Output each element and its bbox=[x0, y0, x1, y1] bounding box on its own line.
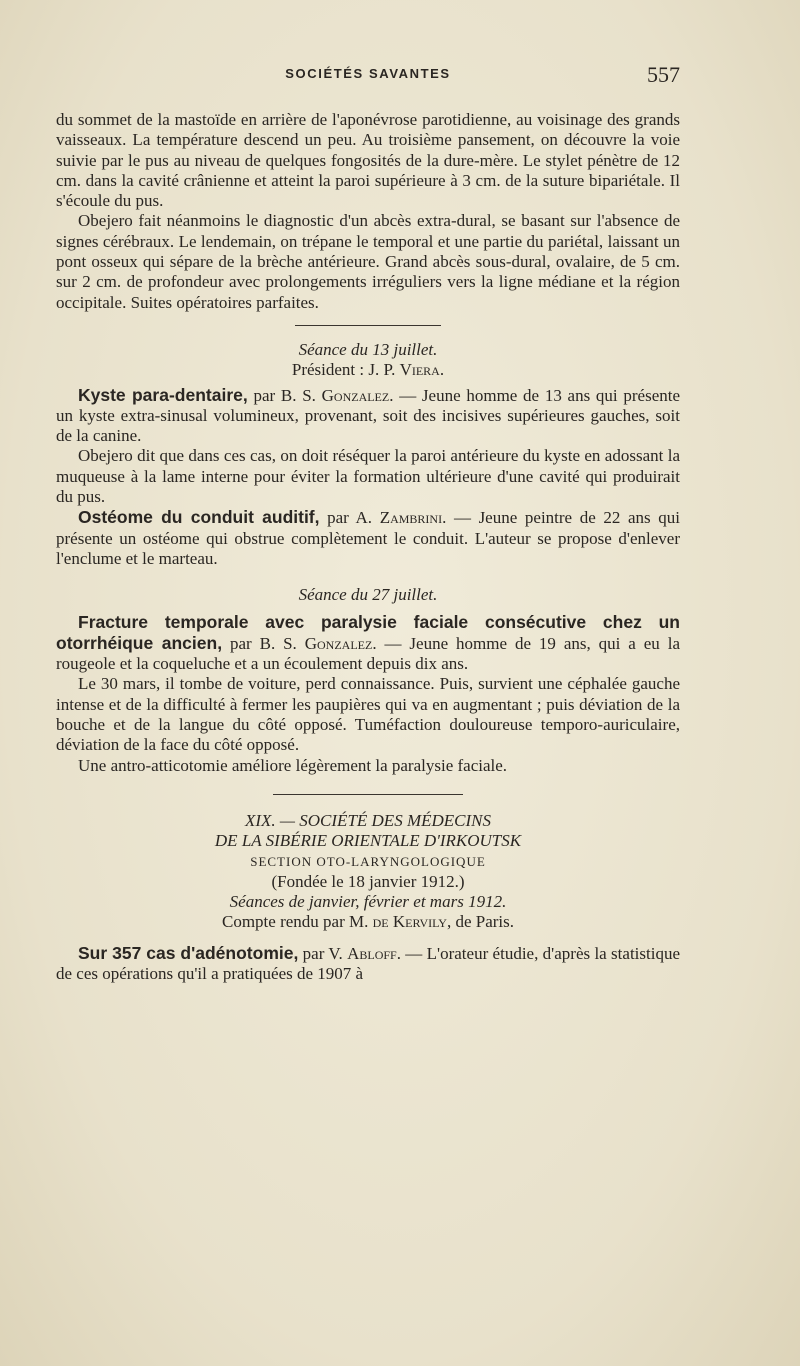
section-title-line2: DE LA SIBÉRIE ORIENTALE D'IRKOUTSK bbox=[214, 831, 522, 851]
article-text: — L'orateur étudie, d'après la statistique de ces opérations qu'il a pratiquées de 1907 à bbox=[56, 943, 680, 983]
seance-heading-27-juillet: Séance du 27 juillet. bbox=[298, 585, 438, 605]
paragraph-antro-atticotomie: Une antro-atticotomie améliore légèrement la paralysie faciale. bbox=[78, 755, 508, 775]
article-text: — Jeune peintre de 22 ans qui présente un ostéome qui obstrue complètement le conduit. L'auteur se propose d'enlever l'enclume et le marteau. bbox=[56, 508, 681, 568]
article-by: par A. bbox=[319, 508, 380, 528]
president-line bbox=[56, 360, 680, 380]
paragraph-continuation: du sommet de la mastoïde en arrière de l'aponévrose parotidienne, au voisinage des grands vaisseaux. La température descend un peu. Au troisième pansement, on découvre la voie suivie par le pus au niveau de quelques fongosités de la dure-mère. Le stylet pénètre de 12 cm. dans la cavité crânienne et atteint la paroi supérieure à 3 cm. de la suture bipariétale. Il s'écoule du pus. bbox=[56, 110, 680, 211]
article-osteome bbox=[56, 507, 680, 569]
article-text: — Jeune homme de 19 ans, qui a eu la rougeole et la coqueluche et a un écoulement depuis dix ans. bbox=[56, 633, 680, 674]
president-prefix: Président : J. P. bbox=[291, 360, 400, 380]
article-by: par V. bbox=[298, 943, 348, 963]
article-author: Zambrini. bbox=[379, 508, 447, 528]
article-title: Sur 357 cas d'adénotomie, bbox=[78, 942, 299, 963]
compte-rendu-name: de Kervily, bbox=[372, 912, 452, 932]
article-author: Abloff. bbox=[347, 943, 401, 963]
article-text: — Jeune homme de 13 ans qui présente un kyste extra-sinusal volumineux, provenant, soit des incisives supérieures gauches, soit de la canine. bbox=[56, 385, 681, 446]
section-subtitle: SECTION OTO-LARYNGOLOGIQUE bbox=[250, 853, 486, 869]
article-author: Gonzalez. bbox=[304, 633, 377, 653]
paragraph-obejero-diagnostic: Obejero fait néanmoins le diagnostic d'un abcès extra-dural, se basant sur l'absence de signes cérébraux. Le lendemain, on trépane le temporal et une partie du pariétal, laissant un pont osseux qui sépare de la brèche antérieure. Grand abcès sous-dural, ovalaire, de 5 cm. sur 2 cm. de profondeur avec prolongements irréguliers vers la ligne médiane et la région occipitale. Suites opératoires parfaites. bbox=[56, 211, 680, 312]
section-seances: Séances de janvier, février et mars 1912. bbox=[229, 892, 507, 912]
article-title: Ostéome du conduit auditif, bbox=[78, 507, 320, 528]
section-founded: (Fondée le 18 janvier 1912.) bbox=[271, 871, 465, 891]
article-title: Fracture temporale avec paralysie faciale consécutive chez un otorrhéique ancien, bbox=[56, 611, 680, 653]
article-by: par B. S. bbox=[247, 385, 322, 405]
section-compte-rendu bbox=[56, 912, 680, 932]
paragraph-obejero-kyste: Obejero dit que dans ces cas, on doit réséquer la paroi antérieure du kyste en adossant la muqueuse à la lame interne pour éviter la formation ultérieure d'une cavité qui produirait du pus. bbox=[56, 446, 680, 507]
compte-rendu-suffix: de Paris. bbox=[451, 912, 514, 932]
article-fracture bbox=[56, 612, 680, 675]
body-text bbox=[56, 110, 680, 984]
section-separator bbox=[295, 325, 441, 326]
article-kyste bbox=[56, 385, 680, 447]
paragraph-30-mars: Le 30 mars, il tombe de voiture, perd connaissance. Puis, survient une céphalée gauche intense et de la difficulté à fermer les paupières qui va en augmentant ; puis déviation de la bouche et de la langue du côté opposé. Tuméfaction douloureuse temporo-auriculaire, déviation de la face du côté opposé. bbox=[56, 674, 680, 755]
section-title-line1: XIX. — SOCIÉTÉ DES MÉDECINS bbox=[244, 810, 491, 830]
article-author: Gonzalez. bbox=[321, 385, 394, 405]
compte-rendu-prefix: Compte rendu par M. bbox=[221, 912, 373, 932]
page-number: 557 bbox=[647, 62, 680, 87]
article-adenotomie bbox=[56, 943, 680, 985]
article-title: Kyste para-dentaire, bbox=[78, 384, 248, 405]
article-by: par B. S. bbox=[222, 633, 305, 653]
section-separator bbox=[273, 794, 463, 795]
page-header bbox=[56, 62, 680, 90]
running-head: SOCIÉTÉS SAVANTES bbox=[285, 66, 451, 81]
seance-heading-13-juillet: Séance du 13 juillet. bbox=[298, 339, 438, 359]
president-name: Viera. bbox=[399, 360, 445, 380]
